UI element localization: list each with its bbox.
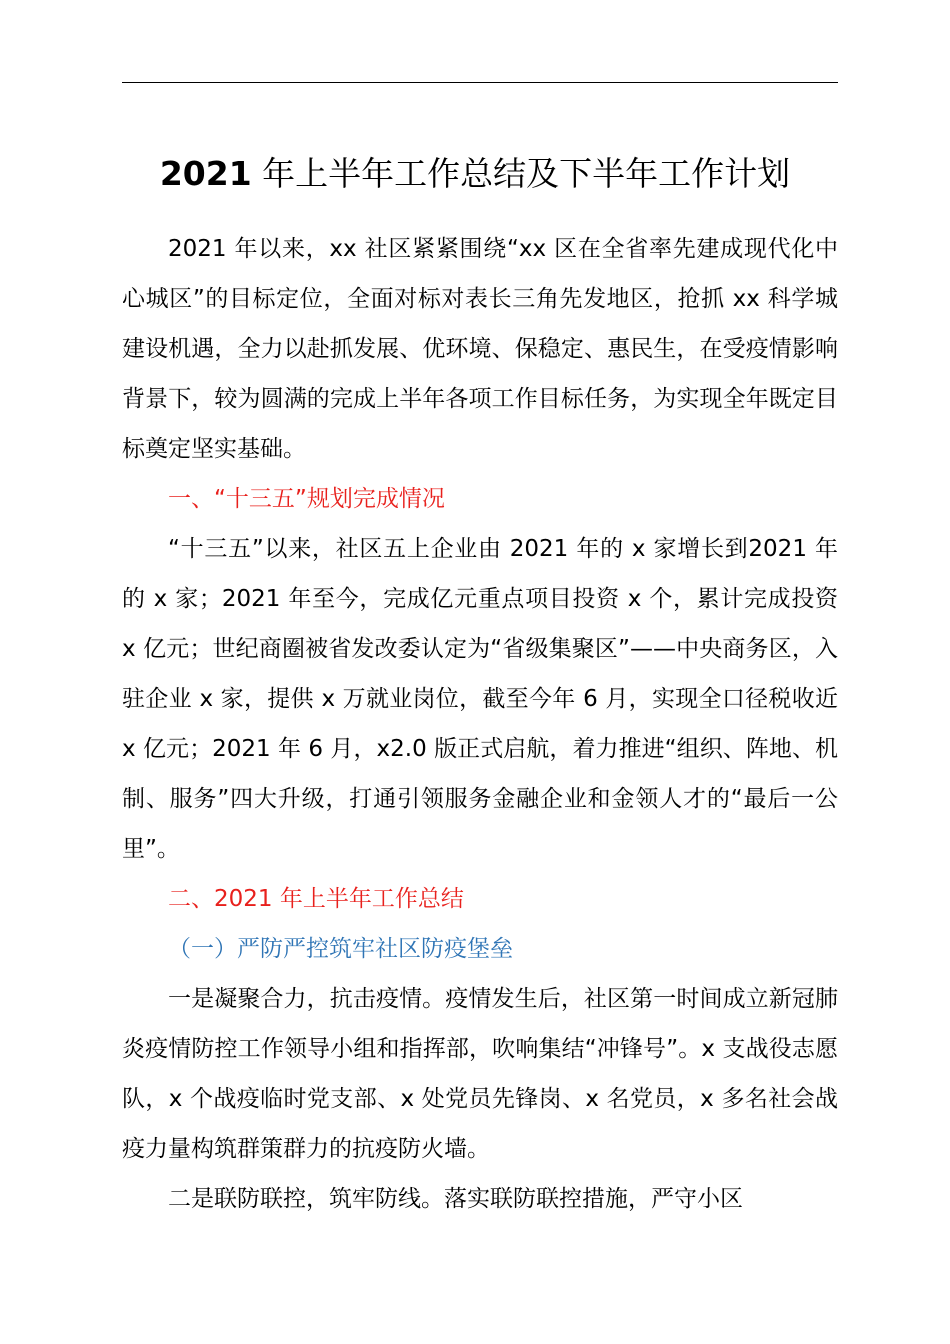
document-body bbox=[122, 224, 838, 1224]
subsection1-heading: （一）严防严控筑牢社区防疫堡垒 bbox=[168, 936, 513, 962]
document-title bbox=[0, 146, 950, 202]
subsection1-paragraph2: 二是联防联控，筑牢防线。落实联防联控措施，严守小区 bbox=[168, 1186, 743, 1212]
header-rule bbox=[122, 82, 838, 83]
title-text: 年上半年工作总结及下半年工作计划 bbox=[251, 154, 791, 193]
section2-heading: 二、2021 年上半年工作总结 bbox=[168, 886, 464, 912]
section1-paragraph: “十三五”以来，社区五上企业由 2021 年的 x 家增长到2021 年的 x 家；2021 年至今，完成亿元重点项目投资 x 个，累计完成投资 x 亿元；世纪商圈被省发改委认定为“省级集聚区”——中央商务区，入驻企业 x 家，提供 x 万就业岗位，截至今年 6 月，实现全口径税收近 x 亿元；2021 年 6 月，x2.0 版正式启航，着力推进“组织、阵地、机制、服务”四大升级，打通引领服务金融企业和金领人才的“最后一公里”。 bbox=[122, 536, 838, 862]
subsection1-paragraph1: 一是凝聚合力，抗击疫情。疫情发生后，社区第一时间成立新冠肺炎疫情防控工作领导小组和指挥部，吹响集结“冲锋号”。x 支战役志愿队，x 个战疫临时党支部、x 处党员先锋岗、x 名党员，x 多名社会战疫力量构筑群策群力的抗疫防火墙。 bbox=[122, 986, 838, 1162]
intro-paragraph: 2021 年以来，xx 社区紧紧围绕“xx 区在全省率先建成现代化中心城区”的目标定位，全面对标对表长三角先发地区，抢抓 xx 科学城建设机遇，全力以赴抓发展、优环境、保稳定、惠民生，在受疫情影响背景下，较为圆满的完成上半年各项工作目标任务，为实现全年既定目标奠定坚实基础。 bbox=[122, 236, 838, 462]
section1-heading: 一、“十三五”规划完成情况 bbox=[168, 486, 445, 512]
title-year: 2021 bbox=[159, 154, 252, 193]
